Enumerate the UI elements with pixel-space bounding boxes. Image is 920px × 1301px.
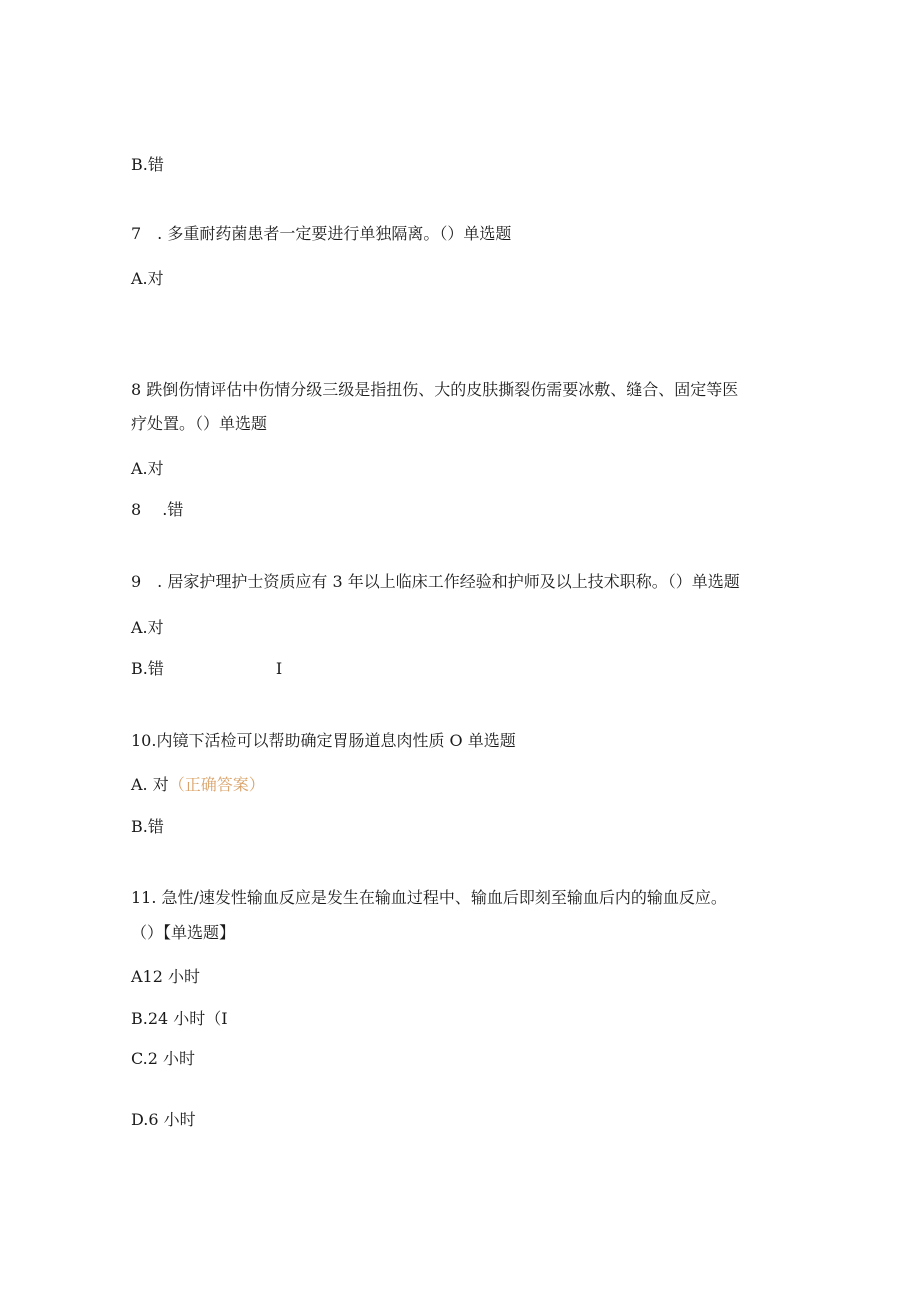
q11-option-a: A12 小时 <box>131 967 201 986</box>
q11-option-c: C.2 小时 <box>131 1049 196 1068</box>
q10-option-b: B.错 <box>131 817 164 836</box>
question-8-text-line1: 8 跌倒伤情评估中伤情分级三级是指扭伤、大的皮肤撕裂伤需要冰敷、缝合、固定等医 <box>131 380 739 399</box>
question-11-text-line1: 11. 急性/速发性输血反应是发生在输血过程中、输血后即刻至输血后内的输血反应。 <box>131 888 727 907</box>
q9-option-b: B.错 I <box>131 659 283 678</box>
q6-option-b: B.错 <box>131 155 164 174</box>
question-9-text: 9 . 居家护理护士资质应有 3 年以上临床工作经验和护师及以上技术职称。（）单选题 <box>131 572 740 591</box>
question-10-text: 10.内镜下活检可以帮助确定胃肠道息肉性质 O 单选题 <box>131 731 516 750</box>
question-7-text: 7 . 多重耐药菌患者一定要进行单独隔离。（）单选题 <box>131 224 512 243</box>
correct-answer-tag: （正确答案） <box>168 775 265 794</box>
q8-option-a: A.对 <box>131 459 164 478</box>
question-8-text-line2: 疗处置。（）单选题 <box>131 414 268 433</box>
q9-option-a: A.对 <box>131 618 164 637</box>
question-11-text-line2: （）【单选题】 <box>131 923 236 942</box>
q11-option-d: D.6 小时 <box>131 1110 196 1129</box>
q7-option-a: A.对 <box>131 269 164 288</box>
q10-option-a <box>131 775 265 795</box>
q10-option-a-label: A. 对 <box>131 775 169 794</box>
q8-option-b: 8 .错 <box>131 500 184 519</box>
q11-option-b: B.24 小时（I <box>131 1009 228 1028</box>
